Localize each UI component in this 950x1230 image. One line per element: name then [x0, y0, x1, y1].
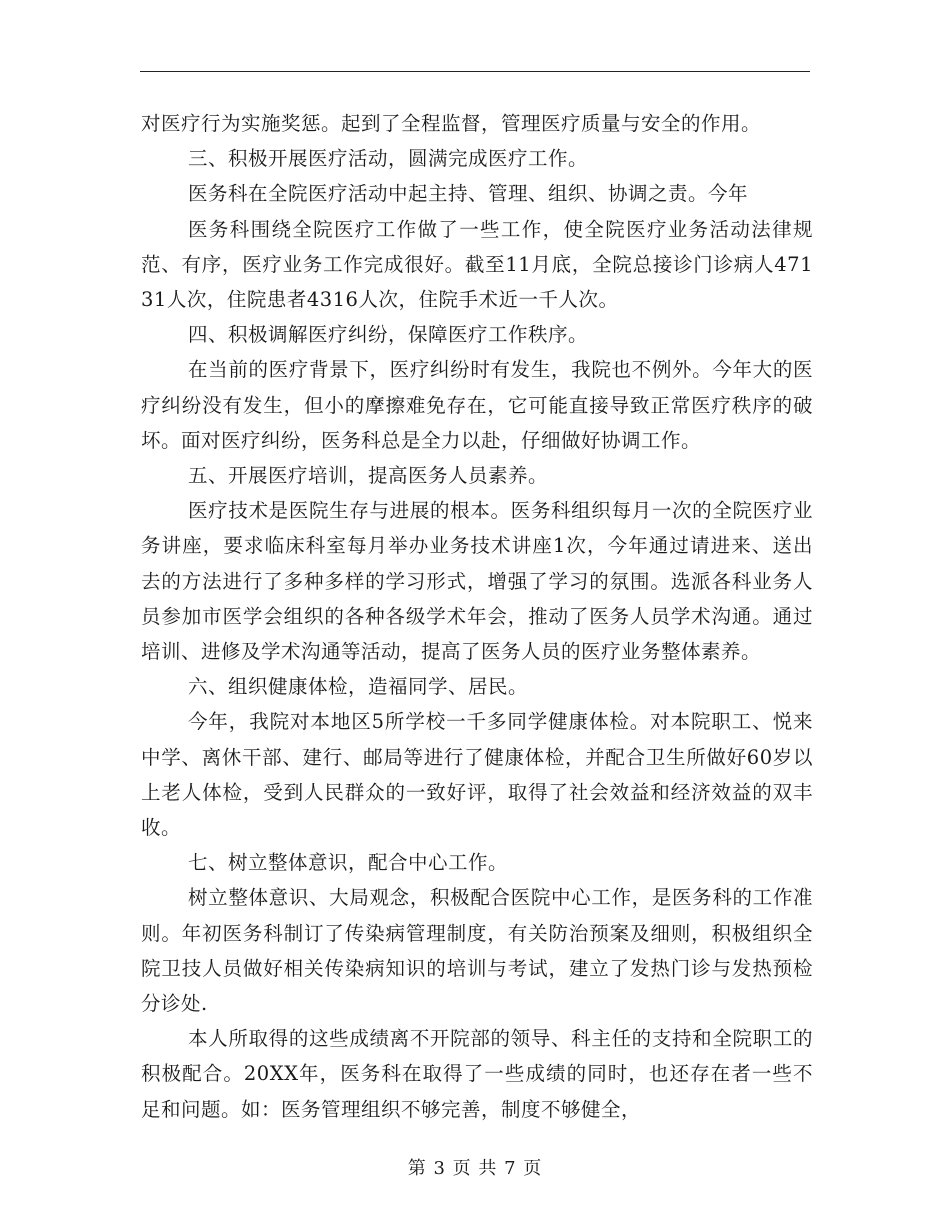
paragraph: 本人所取得的这些成绩离不开院部的领导、科主任的支持和全院职工的积极配合。20XX年，医务科在取得了一些成绩的同时，也还存在者一些不足和问题。如：医务管理组织不够完善，制度不够健全， [141, 1027, 813, 1121]
header-rule [140, 71, 810, 72]
paragraph: 医务科围绕全院医疗工作做了一些工作，使全院医疗业务活动法律规范、有序，医疗业务工作完成很好。截至11月底，全院总接诊门诊病人47131人次，住院患者4316人次，住院手术近一千人次。 [141, 217, 813, 312]
paragraph: 医务科在全院医疗活动中起主持、管理、组织、协调之责。今年 [188, 182, 749, 206]
paragraph: 六、组织健康体检，造福同学、居民。 [188, 675, 529, 699]
page-footer: 第 3 页 共 7 页 [407, 1158, 543, 1179]
paragraph: 三、积极开展医疗活动，圆满完成医疗工作。 [188, 147, 589, 171]
paragraph: 树立整体意识、大局观念，积极配合医院中心工作，是医务科的工作准则。年初医务科制订了传染病管理制度，有关防治预案及细则，积极组织全院卫技人员做好相关传染病知识的培训与考试，建立了发热门诊与发热预检分诊处. [141, 886, 813, 1016]
document-body [141, 106, 813, 1127]
paragraph: 七、树立整体意识，配合中心工作。 [188, 851, 509, 875]
paragraph: 四、积极调解医疗纠纷，保障医疗工作秩序。 [188, 323, 589, 347]
paragraph: 对医疗行为实施奖惩。起到了全程监督，管理医疗质量与安全的作用。 [141, 112, 762, 135]
paragraph: 五、开展医疗培训，提高医务人员素养。 [188, 464, 549, 488]
paragraph: 在当前的医疗背景下，医疗纠纷时有发生，我院也不例外。今年大的医疗纠纷没有发生，但小的摩擦难免存在，它可能直接导致正常医疗秩序的破坏。面对医疗纠纷，医务科总是全力以赴，仔细做好协调工作。 [141, 358, 813, 452]
paragraph: 医疗技术是医院生存与进展的根本。医务科组织每月一次的全院医疗业务讲座，要求临床科室每月举办业务技术讲座1次，今年通过请进来、送出去的方法进行了多种多样的学习形式，增强了学习的氛围。选派各科业务人员参加市医学会组织的各种各级学术年会，推动了医务人员学术沟通。通过培训、进修及学术沟通等活动，提高了医务人员的医疗业务整体素养。 [141, 499, 813, 664]
paragraph: 今年，我院对本地区5所学校一千多同学健康体检。对本院职工、悦来中学、离休干部、建行、邮局等进行了健康体检，并配合卫生所做好60岁以上老人体检，受到人民群众的一致好评，取得了社会效益和经济效益的双丰收。 [141, 710, 813, 840]
